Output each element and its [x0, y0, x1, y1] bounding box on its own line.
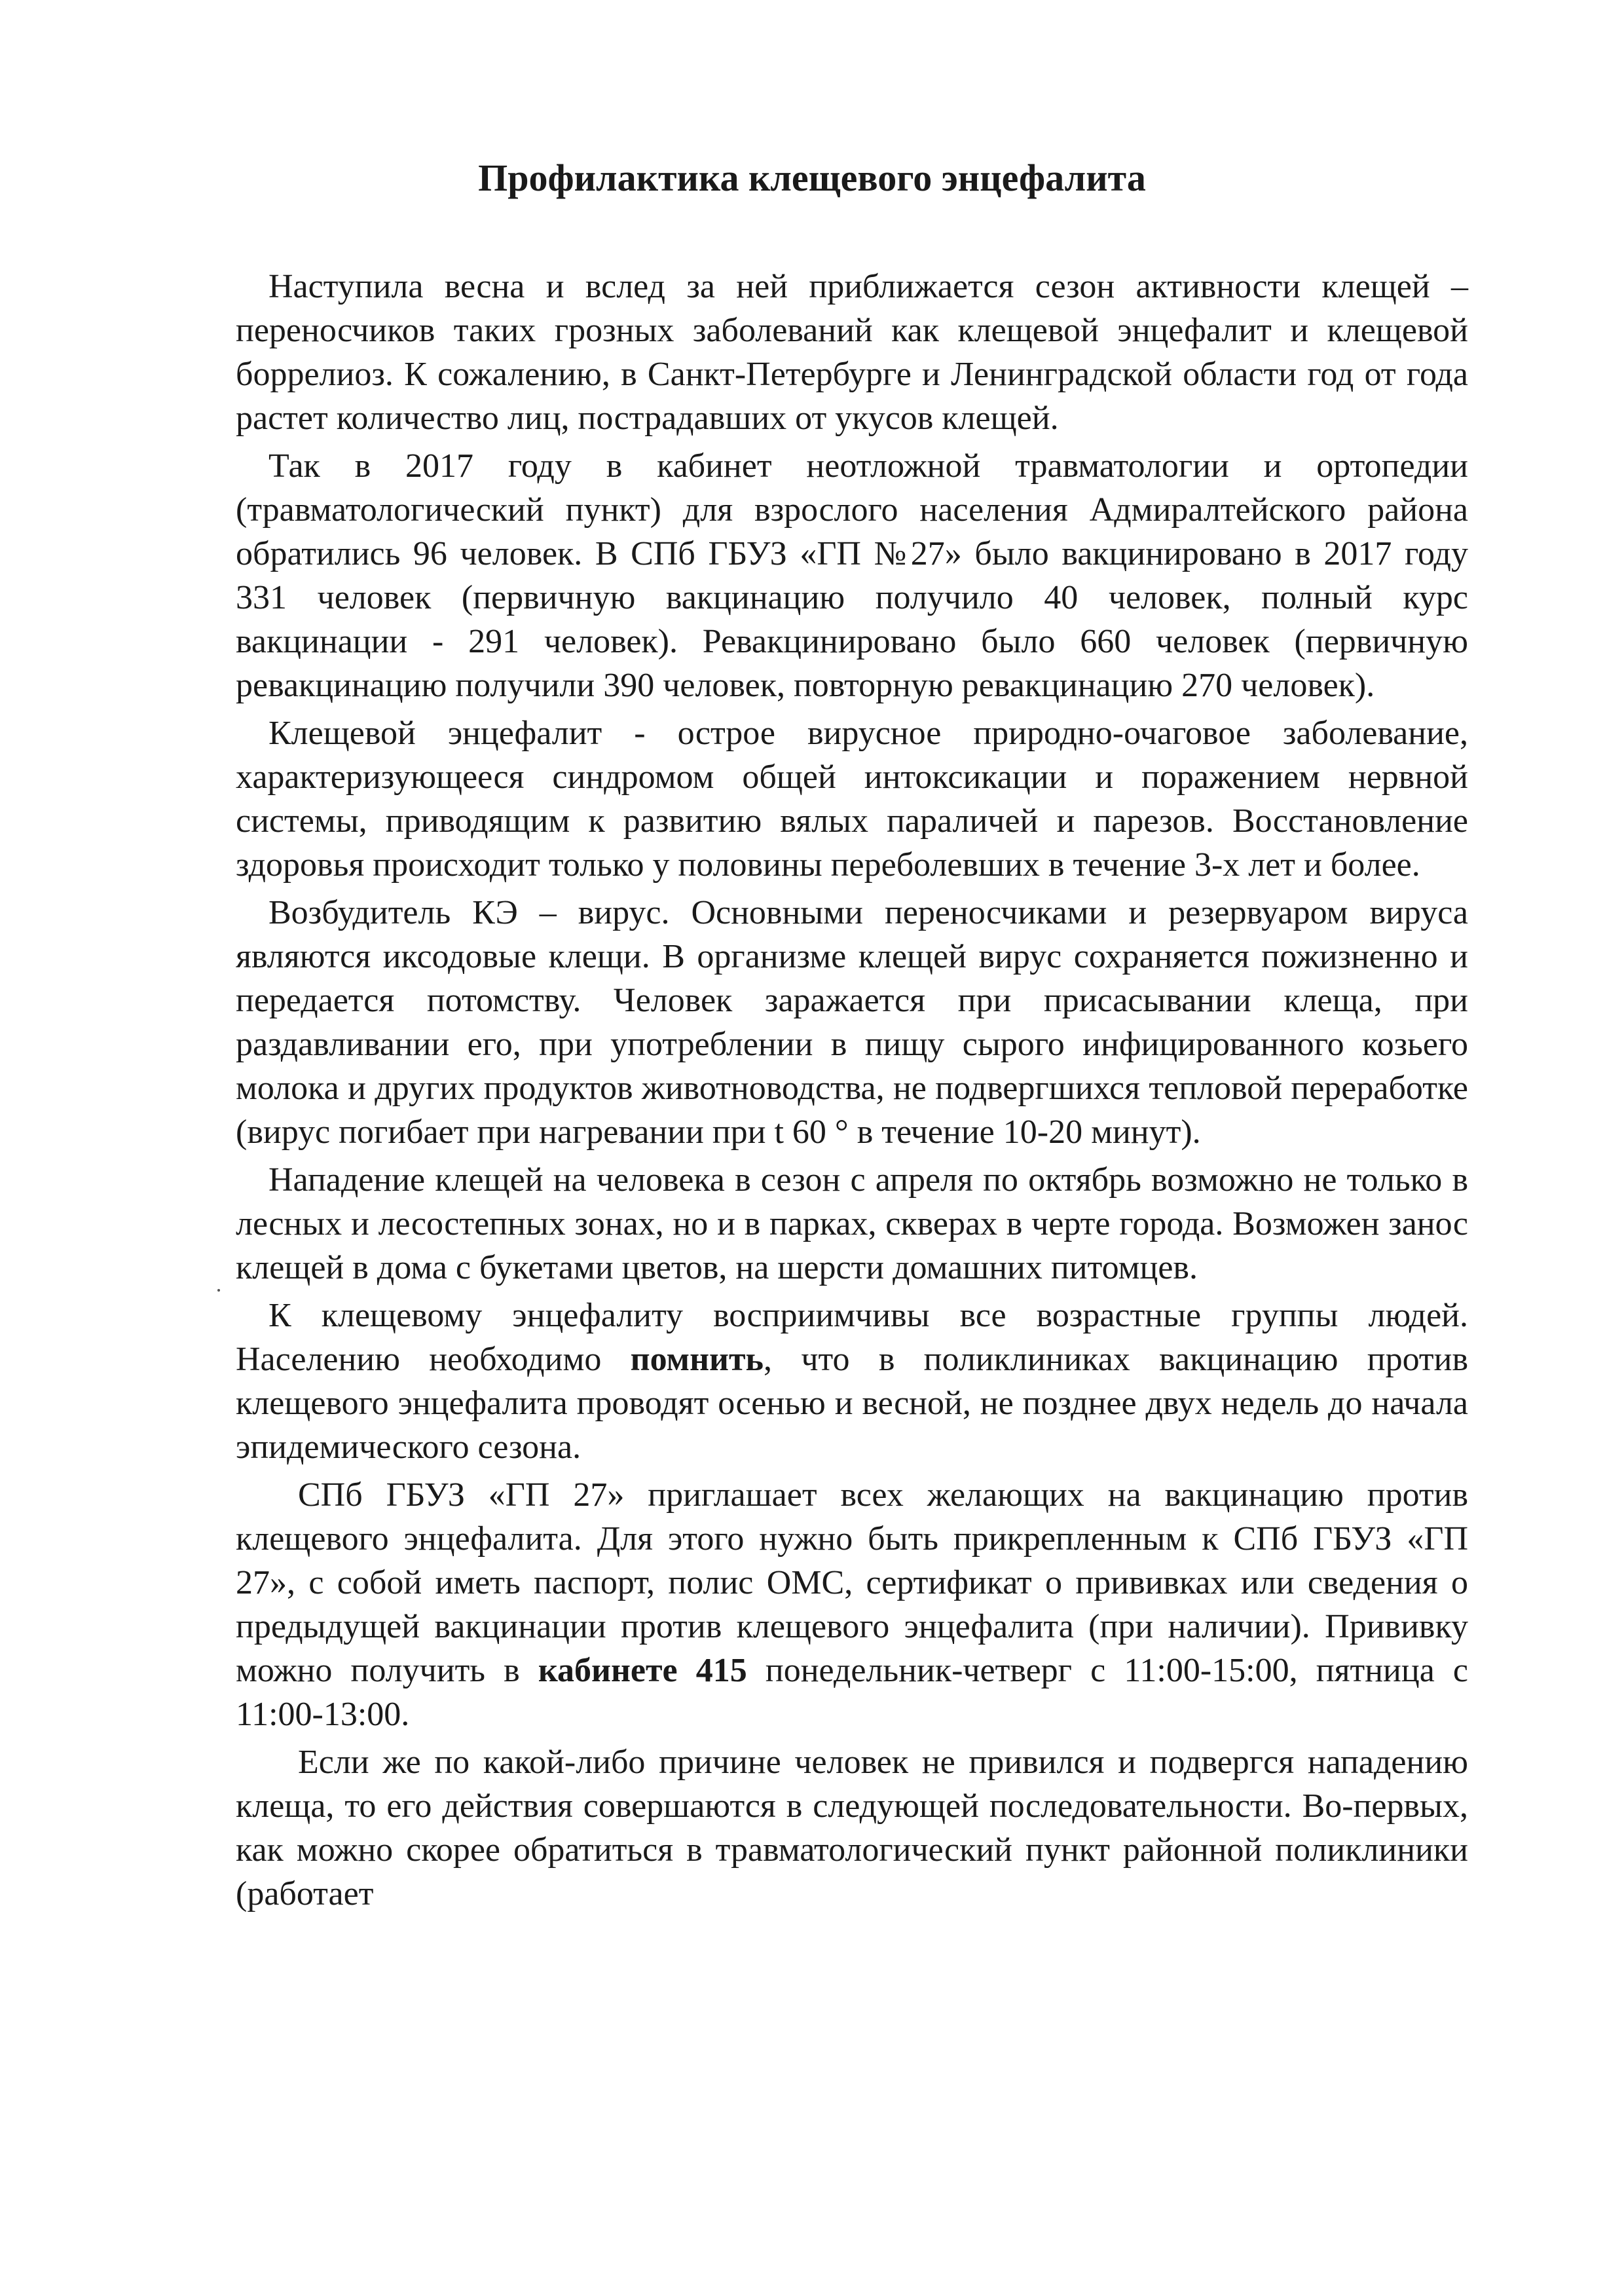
page-title: Профилактика клещевого энцефалита — [478, 157, 1146, 199]
emphasis-room-number: кабинете 415 — [538, 1652, 747, 1689]
paragraph-text: К клещевому энцефалиту восприимчивы все возрастные группы людей. Населению необходимо — [236, 1297, 1468, 1378]
paragraph-text: СПб ГБУЗ «ГП 27» приглашает всех желающих на вакцинацию против клещевого энцефалита. Для этого нужно быть прикрепленным к СПб ГБУЗ «ГП 27», с собой иметь паспорт, полис ОМС, сертификат о прививках или сведения о предыдущей вакцинации против клещевого энцефалита (при наличии). Прививку можно получить в — [236, 1476, 1468, 1689]
paragraph-tick-bite-actions: Если же по какой-либо причине человек не привился и подвергся нападению клеща, то его действия совершаются в следующей последовательности. Во-первых, как можно скорее обратиться в травматологический пункт районной поликлиники (работает — [236, 1744, 1468, 1912]
paragraph-definition: Клещевой энцефалит - острое вирусное природно-очаговое заболевание, характеризующееся синдромом общей интоксикации и поражением нервной системы, приводящим к развитию вялых параличей и парезов. Восстановление здоровья происходит только у половины переболевших в течение 3-х лет и более. — [236, 715, 1468, 884]
paragraph-statistics: Так в 2017 году в кабинет неотложной травматологии и ортопедии (травматологический пункт) для взрослого населения Адмиралтейского района обратились 96 человек. В СПб ГБУЗ «ГП №27» было вакцинировано в 2017 году 331 человек (первичную вакцинацию получило 40 человек, полный курс вакцинации - 291 человек). Ревакцинировано было 660 человек (первичную ревакцинацию получили 390 человек, повторную ревакцинацию 270 человек). — [236, 447, 1468, 704]
emphasis-remember: помнить — [630, 1341, 764, 1378]
paragraph-intro: Наступила весна и вслед за ней приближается сезон активности клещей – переносчиков таких грозных заболеваний как клещевой энцефалит и клещевой боррелиоз. К сожалению, в Санкт-Петербурге и Ленинградской области год от года растет количество лиц, пострадавших от укусов клещей. — [236, 268, 1468, 437]
paragraph-text: , что в поликлиниках вакцинацию против клещевого энцефалита проводят осенью и весной, не позднее двух недель до начала эпидемического сезона. — [236, 1341, 1468, 1466]
paragraph-clinic-invitation — [236, 1473, 1468, 1736]
paragraph-vaccination-reminder — [236, 1294, 1468, 1469]
paragraph-pathogen: Возбудитель КЭ – вирус. Основными переносчиками и резервуаром вируса являются иксодовые клещи. В организме клещей вирус сохраняется пожизненно и передается потомству. Человек заражается при присасывании клеща, при раздавливании его, при употреблении в пищу сырого инфицированного козьего молока и других продуктов животноводства, не подвергшихся тепловой переработке (вирус погибает при нагревании при t 60 ° в течение 10-20 минут). — [236, 894, 1468, 1151]
document-body — [236, 265, 1468, 1916]
paragraph-season: Нападение клещей на человека в сезон с апреля по октябрь возможно не только в лесных и лесостепных зонах, но и в парках, скверах в черте города. Возможен занос клещей в дома с букетами цветов, на шерсти домашних питомцев. — [236, 1161, 1468, 1286]
scan-speck — [217, 1289, 220, 1292]
paragraph-text: понедельник-четверг с 11:00-15:00, пятница с 11:00-13:00. — [236, 1652, 1468, 1733]
